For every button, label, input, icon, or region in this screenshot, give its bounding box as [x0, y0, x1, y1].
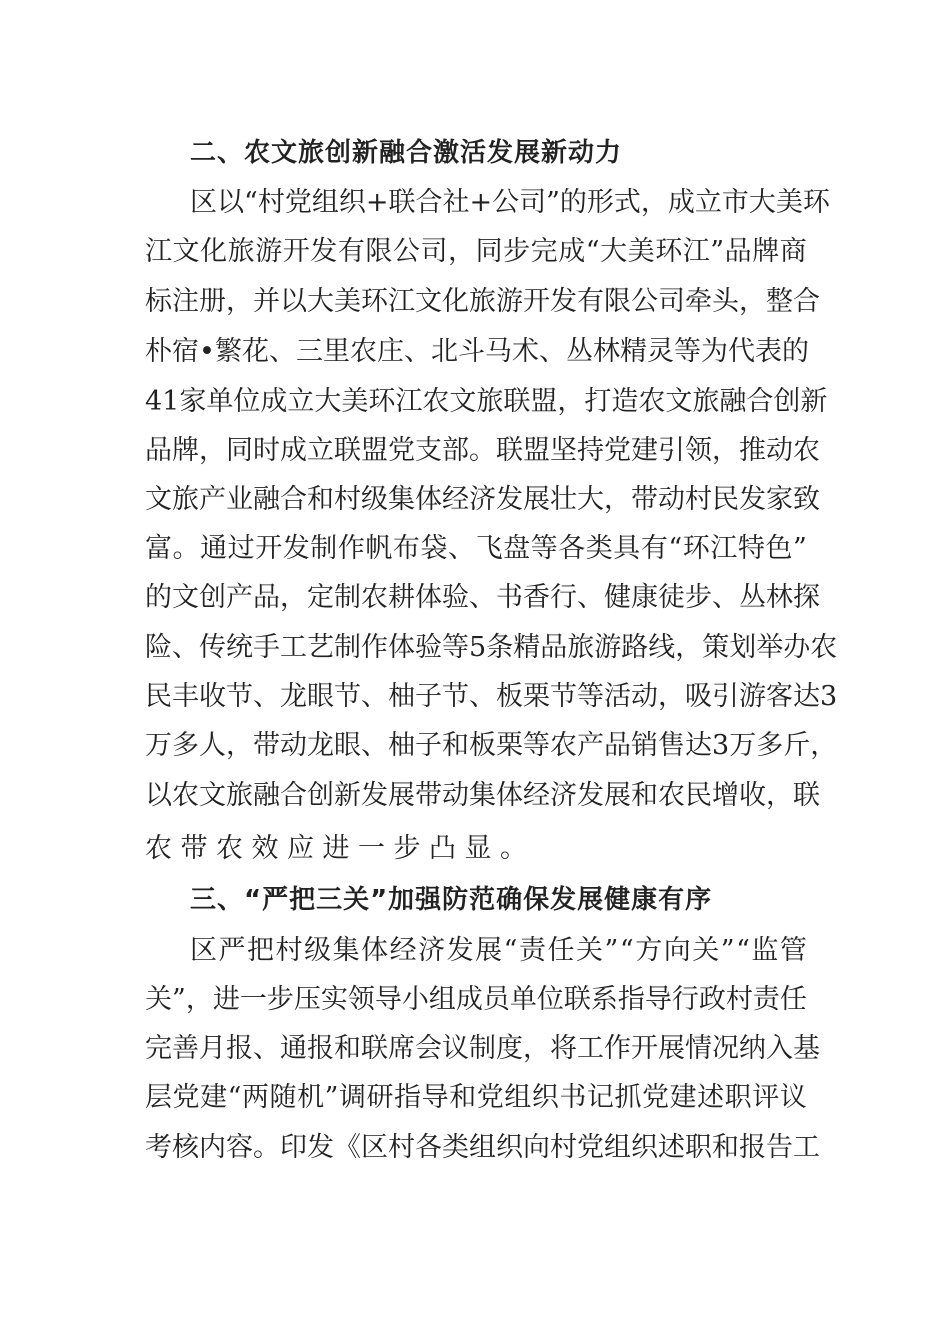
- paragraph-line: 关 ” ， 进 一 步 压 实 领 导 小 组 成 员 单 位 联 系 指 导 行 政 村 责 任: [145, 984, 807, 1015]
- paragraph-line: 民 丰 收 节 、 龙 眼 节 、 柚 子 节 、 板 栗 节 等 活 动 ， 吸 引 游 客 达 3: [145, 681, 838, 712]
- paragraph-line: 层 党 建 “ 两 随 机 ” 调 研 指 导 和 党 组 织 书 记 抓 党 建 述 职 评 议: [145, 1082, 807, 1113]
- paragraph-line: 区 严 把 村 级 集 体 经 济 发 展 “ 责 任 关 ” “ 方 向 关 ” “ 监 管: [190, 935, 807, 966]
- paragraph-line: 江 文 化 旅 游 开 发 有 限 公 司 ， 同 步 完 成 “ 大 美 环 江 ” 品 牌 商: [145, 236, 807, 267]
- paragraph-line: 万 多 人 ， 带 动 龙 眼 、 柚 子 和 板 栗 等 农 产 品 销 售 达 3 万 多 斤 ，: [145, 730, 838, 761]
- paragraph-line: 以 农 文 旅 融 合 创 新 发 展 带 动 集 体 经 济 发 展 和 农 民 增 收 ， 联: [145, 780, 820, 811]
- paragraph-line: 文 旅 产 业 融 合 和 村 级 集 体 经 济 发 展 壮 大 ， 带 动 村 民 发 家 致: [145, 484, 820, 515]
- paragraph-line: 朴 宿 • 繁 花 、 三 里 农 庄 、 北 斗 马 术 、 丛 林 精 灵 等 为 代 表 的: [145, 336, 809, 367]
- paragraph-line: 富 。 通 过 开 发 制 作 帆 布 袋 、 飞 盘 等 各 类 具 有 “ 环 江 特 色 ”: [145, 533, 807, 564]
- paragraph-line: 品 牌 ， 同 时 成 立 联 盟 党 支 部 。 联 盟 坚 持 党 建 引 领 ， 推 动 农: [145, 435, 820, 466]
- paragraph-line: 标 注 册 ， 并 以 大 美 环 江 文 化 旅 游 开 发 有 限 公 司 牵 头 ， 整 合: [145, 286, 820, 317]
- paragraph-line: 41 家 单 位 成 立 大 美 环 江 农 文 旅 联 盟 ， 打 造 农 文 旅 融 合 创 新: [145, 386, 828, 417]
- paragraph-line: 险 、 传 统 手 工 艺 制 作 体 验 等 5 条 精 品 旅 游 路 线 ， 策 划 举 办 农: [145, 632, 838, 663]
- paragraph-line: 区 以 “ 村 党 组 织 + 联 合 社 + 公 司 ” 的 形 式 ， 成 立 市 大 美 环: [190, 187, 830, 218]
- paragraph-line: 完 善 月 报 、 通 报 和 联 席 会 议 制 度 ， 将 工 作 开 展 情 况 纳 入 基: [145, 1033, 820, 1064]
- paragraph-line: 的 文 创 产 品 ， 定 制 农 耕 体 验 、 书 香 行 、 健 康 徒 步 、 丛 林 探: [145, 582, 820, 613]
- section-heading: 三、“严把三关”加强防范确保发展健康有序: [190, 885, 713, 915]
- paragraph-line: 考 核 内 容 。 印 发 《 区 村 各 类 组 织 向 村 党 组 织 述 职 和 报 告 工: [145, 1132, 820, 1163]
- paragraph-line: 农带农效应进一步凸显。: [145, 833, 536, 864]
- section-heading: 二、农文旅创新融合激活发展新动力: [190, 138, 623, 168]
